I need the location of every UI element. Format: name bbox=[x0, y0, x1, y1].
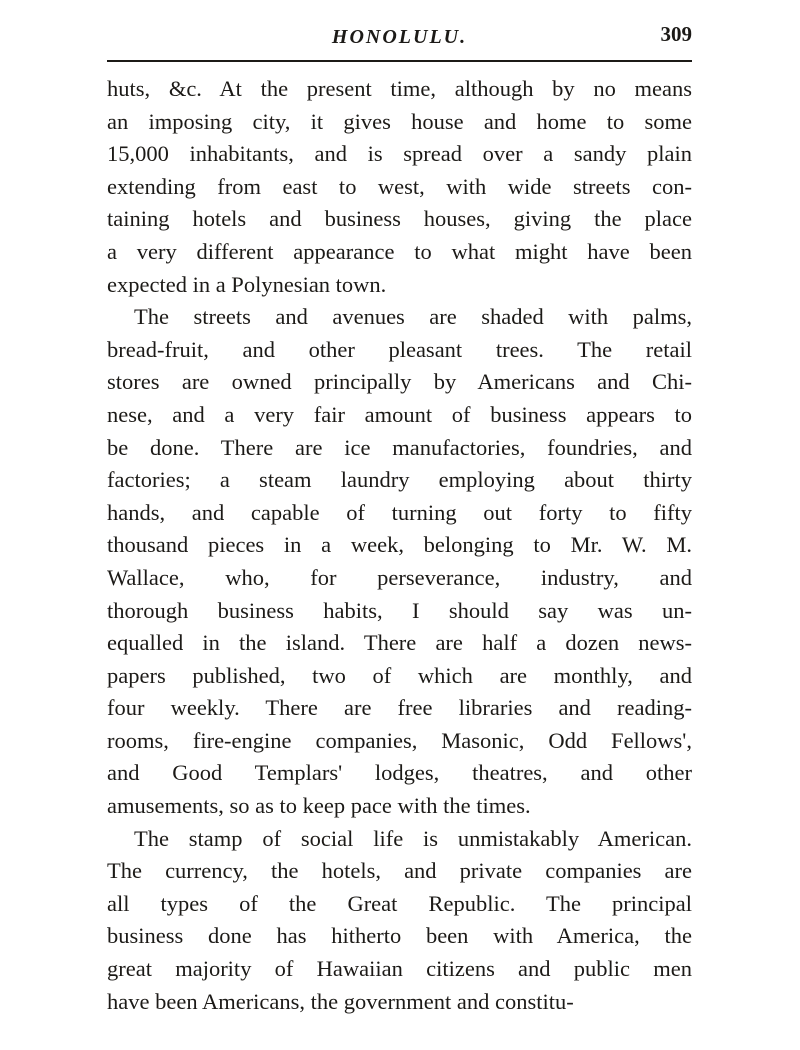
page-number: 309 bbox=[660, 22, 692, 46]
text-line: business done has hitherto been with America, the bbox=[107, 923, 692, 949]
paragraph bbox=[107, 301, 692, 823]
text-line: all types of the Great Republic. The principal bbox=[107, 890, 692, 916]
text-line: thorough business habits, I should say was un- bbox=[107, 597, 692, 623]
text-line: The currency, the hotels, and private companies are bbox=[107, 858, 692, 884]
text-line: an imposing city, it gives house and home to some bbox=[107, 108, 692, 134]
text-line: a very different appearance to what might have been bbox=[107, 238, 692, 264]
text-line: bread-fruit, and other pleasant trees. The retail bbox=[107, 336, 692, 362]
text-line: four weekly. There are free libraries and reading- bbox=[107, 695, 692, 721]
text-line: The streets and avenues are shaded with palms, bbox=[134, 304, 692, 330]
running-head bbox=[107, 20, 692, 54]
paragraph bbox=[107, 823, 692, 1019]
text-line: stores are owned principally by Americans and Chi- bbox=[107, 369, 692, 395]
text-line: The stamp of social life is unmistakably American. bbox=[134, 825, 692, 851]
text-line: factories; a steam laundry employing about thirty bbox=[107, 467, 692, 493]
text-line: 15,000 inhabitants, and is spread over a sandy plain bbox=[107, 141, 692, 167]
text-line: papers published, two of which are monthly, and bbox=[107, 662, 692, 688]
text-line: rooms, fire-engine companies, Masonic, Odd Fellows', bbox=[107, 727, 692, 753]
text-line: great majority of Hawaiian citizens and public men bbox=[107, 956, 692, 982]
text-line: huts, &c. At the present time, although by no means bbox=[107, 76, 692, 101]
text-line: expected in a Polynesian town. bbox=[107, 271, 387, 297]
text-line: hands, and capable of turning out forty to fifty bbox=[107, 499, 692, 525]
text-line: thousand pieces in a week, belonging to Mr. W. M. bbox=[107, 532, 692, 558]
text-line: nese, and a very fair amount of business appears to bbox=[107, 401, 692, 427]
text-line: equalled in the island. There are half a dozen news- bbox=[107, 630, 692, 656]
text-line: Wallace, who, for perseverance, industry, and bbox=[107, 564, 692, 590]
text-line: taining hotels and business houses, giving the place bbox=[107, 206, 692, 232]
text-line: and Good Templars' lodges, theatres, and other bbox=[107, 760, 692, 786]
body-text bbox=[107, 73, 692, 1018]
running-title: HONOLULU. bbox=[331, 26, 468, 48]
text-line: amusements, so as to keep pace with the times. bbox=[107, 793, 531, 819]
text-line: be done. There are ice manufactories, foundries, and bbox=[107, 434, 692, 460]
header-rule bbox=[107, 60, 692, 62]
text-line: have been Americans, the government and constitu- bbox=[107, 988, 574, 1014]
text-line: extending from east to west, with wide streets con- bbox=[107, 173, 692, 199]
paragraph bbox=[107, 73, 692, 301]
